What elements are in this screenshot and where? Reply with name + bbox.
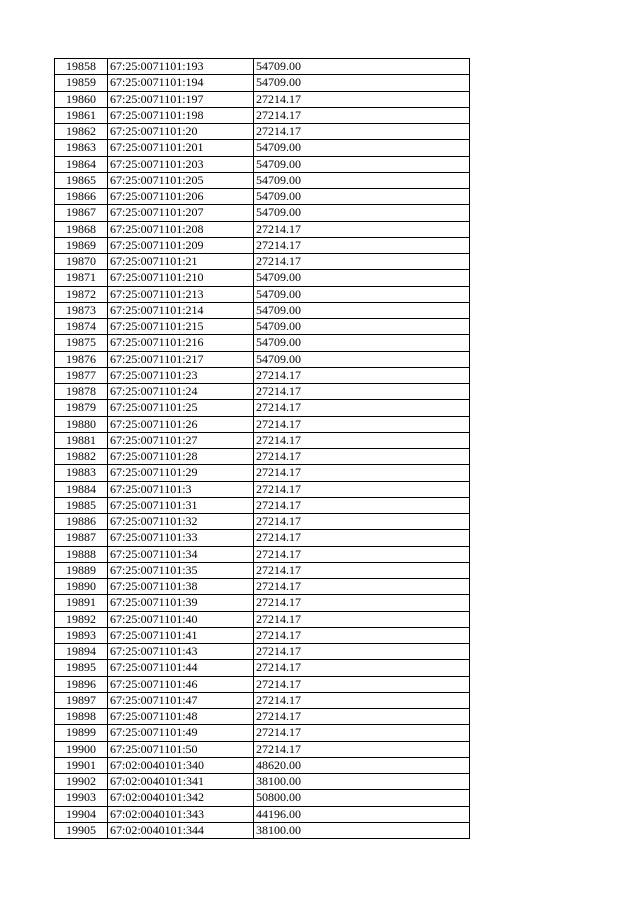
row-number-cell: 19892 (55, 611, 108, 627)
table-row (55, 416, 470, 432)
cadastral-number-cell: 67:25:0071101:38 (108, 579, 254, 595)
table-row (55, 644, 470, 660)
row-number-cell: 19863 (55, 140, 108, 156)
row-number-cell: 19866 (55, 189, 108, 205)
value-cell: 27214.17 (254, 562, 470, 578)
value-cell: 54709.00 (254, 205, 470, 221)
row-number-cell: 19878 (55, 384, 108, 400)
table-body (55, 59, 470, 839)
row-number-cell: 19905 (55, 822, 108, 838)
table-row (55, 270, 470, 286)
cadastral-number-cell: 67:25:0071101:215 (108, 319, 254, 335)
cadastral-number-cell: 67:25:0071101:209 (108, 237, 254, 253)
value-cell: 54709.00 (254, 351, 470, 367)
value-cell: 54709.00 (254, 302, 470, 318)
table-row (55, 221, 470, 237)
value-cell: 54709.00 (254, 286, 470, 302)
table-row (55, 595, 470, 611)
cadastral-number-cell: 67:25:0071101:47 (108, 692, 254, 708)
row-number-cell: 19860 (55, 91, 108, 107)
table-row (55, 579, 470, 595)
row-number-cell: 19881 (55, 432, 108, 448)
table-row (55, 774, 470, 790)
value-cell: 54709.00 (254, 319, 470, 335)
row-number-cell: 19904 (55, 806, 108, 822)
value-cell: 38100.00 (254, 822, 470, 838)
cadastral-number-cell: 67:02:0040101:344 (108, 822, 254, 838)
cadastral-number-cell: 67:25:0071101:201 (108, 140, 254, 156)
cadastral-number-cell: 67:25:0071101:216 (108, 335, 254, 351)
cadastral-number-cell: 67:25:0071101:46 (108, 676, 254, 692)
table-row (55, 400, 470, 416)
table-row (55, 562, 470, 578)
value-cell: 27214.17 (254, 481, 470, 497)
cadastral-number-cell: 67:25:0071101:39 (108, 595, 254, 611)
row-number-cell: 19886 (55, 514, 108, 530)
table-row (55, 790, 470, 806)
value-cell: 27214.17 (254, 611, 470, 627)
table-row (55, 205, 470, 221)
table-row (55, 302, 470, 318)
table-row (55, 319, 470, 335)
row-number-cell: 19882 (55, 449, 108, 465)
cadastral-number-cell: 67:25:0071101:3 (108, 481, 254, 497)
value-cell: 27214.17 (254, 644, 470, 660)
row-number-cell: 19873 (55, 302, 108, 318)
row-number-cell: 19885 (55, 497, 108, 513)
value-cell: 54709.00 (254, 59, 470, 75)
value-cell: 27214.17 (254, 416, 470, 432)
value-cell: 27214.17 (254, 465, 470, 481)
cadastral-number-cell: 67:25:0071101:27 (108, 432, 254, 448)
value-cell: 48620.00 (254, 757, 470, 773)
table-row (55, 741, 470, 757)
row-number-cell: 19858 (55, 59, 108, 75)
cadastral-number-cell: 67:25:0071101:25 (108, 400, 254, 416)
table-row (55, 709, 470, 725)
cadastral-value-table (54, 58, 470, 839)
value-cell: 27214.17 (254, 660, 470, 676)
value-cell: 27214.17 (254, 709, 470, 725)
value-cell: 27214.17 (254, 627, 470, 643)
cadastral-number-cell: 67:25:0071101:213 (108, 286, 254, 302)
table-row (55, 432, 470, 448)
cadastral-number-cell: 67:25:0071101:21 (108, 254, 254, 270)
row-number-cell: 19891 (55, 595, 108, 611)
table-row (55, 124, 470, 140)
value-cell: 27214.17 (254, 254, 470, 270)
value-cell: 27214.17 (254, 124, 470, 140)
cadastral-number-cell: 67:25:0071101:34 (108, 546, 254, 562)
table-row (55, 75, 470, 91)
table-row (55, 692, 470, 708)
row-number-cell: 19899 (55, 725, 108, 741)
table-row (55, 286, 470, 302)
cadastral-number-cell: 67:25:0071101:32 (108, 514, 254, 530)
table-row (55, 91, 470, 107)
row-number-cell: 19884 (55, 481, 108, 497)
table-row (55, 335, 470, 351)
table-row (55, 530, 470, 546)
table-row (55, 627, 470, 643)
row-number-cell: 19876 (55, 351, 108, 367)
row-number-cell: 19870 (55, 254, 108, 270)
value-cell: 27214.17 (254, 497, 470, 513)
cadastral-number-cell: 67:25:0071101:206 (108, 189, 254, 205)
cadastral-number-cell: 67:25:0071101:28 (108, 449, 254, 465)
table-row (55, 172, 470, 188)
cadastral-number-cell: 67:25:0071101:35 (108, 562, 254, 578)
row-number-cell: 19867 (55, 205, 108, 221)
cadastral-number-cell: 67:25:0071101:31 (108, 497, 254, 513)
row-number-cell: 19874 (55, 319, 108, 335)
row-number-cell: 19872 (55, 286, 108, 302)
cadastral-number-cell: 67:25:0071101:207 (108, 205, 254, 221)
table-row (55, 611, 470, 627)
value-cell: 54709.00 (254, 270, 470, 286)
value-cell: 27214.17 (254, 432, 470, 448)
table-row (55, 465, 470, 481)
cadastral-number-cell: 67:25:0071101:48 (108, 709, 254, 725)
row-number-cell: 19868 (55, 221, 108, 237)
value-cell: 27214.17 (254, 400, 470, 416)
row-number-cell: 19861 (55, 107, 108, 123)
row-number-cell: 19897 (55, 692, 108, 708)
cadastral-number-cell: 67:25:0071101:198 (108, 107, 254, 123)
cadastral-number-cell: 67:02:0040101:340 (108, 757, 254, 773)
table-row (55, 481, 470, 497)
table-row (55, 254, 470, 270)
cadastral-number-cell: 67:25:0071101:205 (108, 172, 254, 188)
cadastral-number-cell: 67:02:0040101:343 (108, 806, 254, 822)
value-cell: 50800.00 (254, 790, 470, 806)
table-row (55, 725, 470, 741)
cadastral-number-cell: 67:25:0071101:40 (108, 611, 254, 627)
cadastral-number-cell: 67:25:0071101:29 (108, 465, 254, 481)
cadastral-number-cell: 67:25:0071101:194 (108, 75, 254, 91)
cadastral-number-cell: 67:25:0071101:50 (108, 741, 254, 757)
cadastral-number-cell: 67:25:0071101:210 (108, 270, 254, 286)
table-row (55, 351, 470, 367)
value-cell: 27214.17 (254, 221, 470, 237)
cadastral-number-cell: 67:02:0040101:341 (108, 774, 254, 790)
table-row (55, 384, 470, 400)
value-cell: 27214.17 (254, 725, 470, 741)
row-number-cell: 19888 (55, 546, 108, 562)
table-row (55, 676, 470, 692)
value-cell: 44196.00 (254, 806, 470, 822)
row-number-cell: 19879 (55, 400, 108, 416)
value-cell: 54709.00 (254, 335, 470, 351)
row-number-cell: 19890 (55, 579, 108, 595)
cadastral-number-cell: 67:25:0071101:33 (108, 530, 254, 546)
row-number-cell: 19889 (55, 562, 108, 578)
value-cell: 27214.17 (254, 107, 470, 123)
row-number-cell: 19883 (55, 465, 108, 481)
value-cell: 27214.17 (254, 530, 470, 546)
value-cell: 27214.17 (254, 741, 470, 757)
row-number-cell: 19869 (55, 237, 108, 253)
row-number-cell: 19900 (55, 741, 108, 757)
value-cell: 27214.17 (254, 579, 470, 595)
table-row (55, 822, 470, 838)
row-number-cell: 19887 (55, 530, 108, 546)
value-cell: 27214.17 (254, 237, 470, 253)
cadastral-number-cell: 67:25:0071101:44 (108, 660, 254, 676)
value-cell: 54709.00 (254, 140, 470, 156)
table-row (55, 514, 470, 530)
cadastral-number-cell: 67:25:0071101:193 (108, 59, 254, 75)
row-number-cell: 19901 (55, 757, 108, 773)
row-number-cell: 19877 (55, 367, 108, 383)
value-cell: 27214.17 (254, 384, 470, 400)
value-cell: 27214.17 (254, 367, 470, 383)
row-number-cell: 19875 (55, 335, 108, 351)
cadastral-number-cell: 67:25:0071101:20 (108, 124, 254, 140)
value-cell: 27214.17 (254, 595, 470, 611)
table-row (55, 59, 470, 75)
cadastral-number-cell: 67:25:0071101:23 (108, 367, 254, 383)
table-row (55, 189, 470, 205)
row-number-cell: 19859 (55, 75, 108, 91)
row-number-cell: 19898 (55, 709, 108, 725)
table-row (55, 546, 470, 562)
cadastral-number-cell: 67:25:0071101:41 (108, 627, 254, 643)
value-cell: 27214.17 (254, 546, 470, 562)
cadastral-number-cell: 67:25:0071101:24 (108, 384, 254, 400)
row-number-cell: 19903 (55, 790, 108, 806)
cadastral-number-cell: 67:02:0040101:342 (108, 790, 254, 806)
cadastral-number-cell: 67:25:0071101:26 (108, 416, 254, 432)
row-number-cell: 19895 (55, 660, 108, 676)
value-cell: 54709.00 (254, 189, 470, 205)
cadastral-number-cell: 67:25:0071101:203 (108, 156, 254, 172)
row-number-cell: 19902 (55, 774, 108, 790)
table-row (55, 449, 470, 465)
row-number-cell: 19894 (55, 644, 108, 660)
table-row (55, 140, 470, 156)
value-cell: 54709.00 (254, 75, 470, 91)
row-number-cell: 19862 (55, 124, 108, 140)
value-cell: 54709.00 (254, 172, 470, 188)
value-cell: 27214.17 (254, 91, 470, 107)
value-cell: 54709.00 (254, 156, 470, 172)
row-number-cell: 19865 (55, 172, 108, 188)
row-number-cell: 19871 (55, 270, 108, 286)
cadastral-number-cell: 67:25:0071101:208 (108, 221, 254, 237)
table-row (55, 757, 470, 773)
value-cell: 27214.17 (254, 449, 470, 465)
row-number-cell: 19880 (55, 416, 108, 432)
value-cell: 27214.17 (254, 514, 470, 530)
table-row (55, 156, 470, 172)
table-row (55, 237, 470, 253)
cadastral-number-cell: 67:25:0071101:217 (108, 351, 254, 367)
row-number-cell: 19893 (55, 627, 108, 643)
cadastral-number-cell: 67:25:0071101:49 (108, 725, 254, 741)
value-cell: 27214.17 (254, 676, 470, 692)
table-row (55, 806, 470, 822)
cadastral-number-cell: 67:25:0071101:43 (108, 644, 254, 660)
cadastral-number-cell: 67:25:0071101:214 (108, 302, 254, 318)
cadastral-number-cell: 67:25:0071101:197 (108, 91, 254, 107)
table-row (55, 107, 470, 123)
table-row (55, 367, 470, 383)
value-cell: 38100.00 (254, 774, 470, 790)
row-number-cell: 19896 (55, 676, 108, 692)
table-row (55, 660, 470, 676)
row-number-cell: 19864 (55, 156, 108, 172)
value-cell: 27214.17 (254, 692, 470, 708)
table-row (55, 497, 470, 513)
